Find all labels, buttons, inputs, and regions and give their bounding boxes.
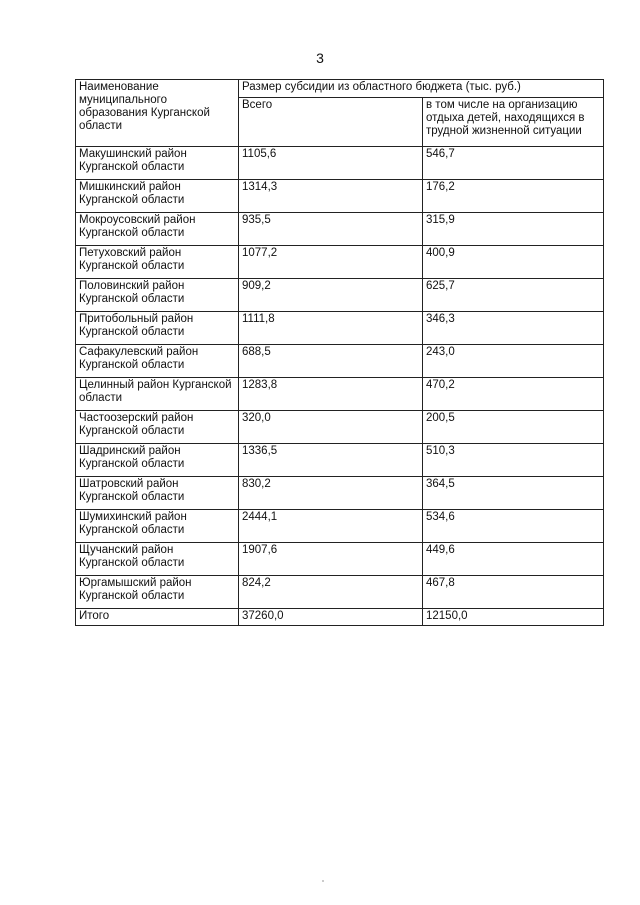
subsidy-total: 1105,6	[239, 147, 423, 180]
subsidy-total: 1907,6	[239, 543, 423, 576]
subsidy-total: 688,5	[239, 345, 423, 378]
table-row	[76, 213, 604, 246]
district-name: Шатровский район Курганской области	[76, 477, 239, 510]
table-row	[76, 576, 604, 609]
total-label: Итого	[76, 609, 239, 626]
subsidy-total: 909,2	[239, 279, 423, 312]
header-including: в том числе на организацию отдыха детей, находящихся в трудной жизненной ситуации	[423, 97, 604, 146]
district-name: Половинский район Курганской области	[76, 279, 239, 312]
subsidy-incl: 400,9	[423, 246, 604, 279]
district-name: Шадринский район Курганской области	[76, 444, 239, 477]
subsidy-total: 1336,5	[239, 444, 423, 477]
subsidy-total: 1111,8	[239, 312, 423, 345]
subsidy-total: 935,5	[239, 213, 423, 246]
subsidy-total: 830,2	[239, 477, 423, 510]
total-sum: 37260,0	[239, 609, 423, 626]
subsidy-total: 1314,3	[239, 180, 423, 213]
table-row	[76, 147, 604, 180]
district-name: Мишкинский район Курганской области	[76, 180, 239, 213]
district-name: Мокроусовский район Курганской области	[76, 213, 239, 246]
total-incl: 12150,0	[423, 609, 604, 626]
district-name: Макушинский район Курганской области	[76, 147, 239, 180]
district-name: Притобольный район Курганской области	[76, 312, 239, 345]
table-row	[76, 411, 604, 444]
subsidy-total: 2444,1	[239, 510, 423, 543]
scan-speck	[322, 880, 324, 882]
subsidy-incl: 467,8	[423, 576, 604, 609]
subsidy-incl: 510,3	[423, 444, 604, 477]
subsidy-incl: 534,6	[423, 510, 604, 543]
header-total: Всего	[239, 97, 423, 146]
table-row	[76, 444, 604, 477]
subsidy-incl: 243,0	[423, 345, 604, 378]
subsidy-total: 824,2	[239, 576, 423, 609]
subsidy-incl: 625,7	[423, 279, 604, 312]
subsidy-total: 1077,2	[239, 246, 423, 279]
subsidy-incl: 315,9	[423, 213, 604, 246]
subsidy-incl: 449,6	[423, 543, 604, 576]
page-number: 3	[316, 50, 324, 66]
district-name: Шумихинский район Курганской области	[76, 510, 239, 543]
subsidy-incl: 200,5	[423, 411, 604, 444]
table-row	[76, 345, 604, 378]
subsidy-total: 320,0	[239, 411, 423, 444]
subsidy-incl: 546,7	[423, 147, 604, 180]
table-row	[76, 180, 604, 213]
table-row	[76, 543, 604, 576]
table-row	[76, 510, 604, 543]
table-row	[76, 246, 604, 279]
district-name: Сафакулевский район Курганской области	[76, 345, 239, 378]
district-name: Юргамышский район Курганской области	[76, 576, 239, 609]
subsidy-incl: 470,2	[423, 378, 604, 411]
district-name: Щучанский район Курганской области	[76, 543, 239, 576]
subsidy-incl: 176,2	[423, 180, 604, 213]
subsidy-table	[75, 79, 604, 626]
subsidy-incl: 364,5	[423, 477, 604, 510]
subsidy-incl: 346,3	[423, 312, 604, 345]
total-row	[76, 609, 604, 626]
table-row	[76, 312, 604, 345]
district-name: Целинный район Курганской области	[76, 378, 239, 411]
table-row	[76, 477, 604, 510]
district-name: Петуховский район Курганской области	[76, 246, 239, 279]
subsidy-total: 1283,8	[239, 378, 423, 411]
header-subsidy-size: Размер субсидии из областного бюджета (тыс. руб.)	[239, 80, 604, 98]
table-row	[76, 378, 604, 411]
district-name: Частоозерский район Курганской области	[76, 411, 239, 444]
table-row	[76, 279, 604, 312]
header-municipality: Наименование муниципального образования Курганской области	[76, 80, 239, 147]
